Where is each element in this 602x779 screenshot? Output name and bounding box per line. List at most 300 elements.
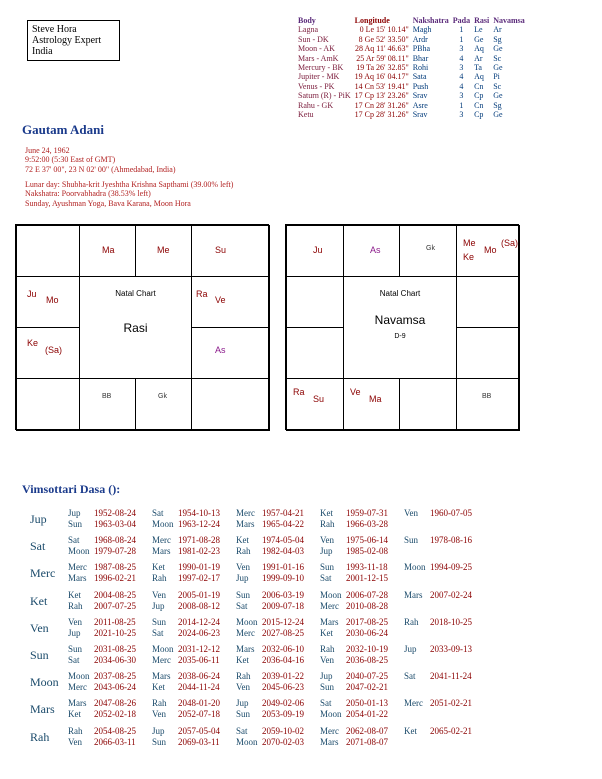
- antar-dasa-column: [68, 726, 136, 748]
- dasa-title: Vimsottari Dasa ():: [22, 482, 121, 496]
- planet-table-cell: 17 Cn 28' 31.26": [354, 100, 409, 110]
- antar-dasa-planet: Rah: [68, 725, 83, 736]
- antar-dasa-column: [404, 698, 472, 709]
- label-bb: BB: [102, 393, 112, 400]
- antar-dasa-date: 2010-08-28: [346, 600, 388, 611]
- planet-table-cell: 3: [459, 110, 464, 120]
- planet-table-header: Rasi: [474, 16, 490, 25]
- antar-dasa-column: [236, 508, 304, 530]
- antar-dasa-column: [68, 508, 136, 530]
- antar-dasa-planet: Rah: [236, 546, 251, 557]
- antar-dasa-entry: [152, 535, 220, 546]
- antar-dasa-column: [68, 617, 136, 639]
- antar-dasa-entry: [68, 682, 136, 693]
- antar-dasa-entry: [320, 682, 388, 693]
- antar-dasa-column: [320, 508, 388, 530]
- antar-dasa-entry: [236, 644, 304, 655]
- antar-dasa-planet: Sun: [320, 562, 335, 573]
- planet-label-as: As: [215, 345, 226, 355]
- chart-title: Natal Chart: [379, 289, 421, 298]
- label-gk: Gk: [426, 245, 435, 252]
- antar-dasa-column: [236, 617, 304, 639]
- antar-dasa-entry: [236, 671, 304, 682]
- antar-dasa-planet: Ven: [236, 682, 250, 693]
- planet-table-cell: Lagna: [298, 25, 318, 35]
- antar-dasa-planet: Ket: [236, 655, 249, 665]
- house-cell: [135, 378, 192, 431]
- antar-dasa-entry: [320, 628, 388, 639]
- yoga-karana: Sunday, Ayushman Yoga, Bava Karana, Moon Hora: [25, 198, 191, 208]
- antar-dasa-entry: [68, 562, 136, 573]
- planet-table-cell: Moon - AK: [298, 44, 335, 54]
- antar-dasa-date: 1963-12-24: [178, 519, 220, 529]
- antar-dasa-date: 2052-07-18: [178, 709, 220, 720]
- antar-dasa-date: 2059-10-02: [262, 725, 304, 736]
- antar-dasa-date: 2015-12-24: [262, 616, 304, 627]
- antar-dasa-planet: Ket: [320, 627, 333, 638]
- maha-dasa-label: Ven: [30, 620, 49, 635]
- antar-dasa-planet: Ket: [152, 562, 165, 573]
- antar-dasa-planet: Merc: [68, 682, 87, 693]
- planet-label-ra: Ra: [293, 387, 305, 397]
- chart-name: Navamsa: [374, 313, 426, 327]
- planet-table-cell: 17 Cp 13' 23.26": [354, 91, 409, 101]
- antar-dasa-planet: Rah: [320, 644, 335, 654]
- antar-dasa-entry: [236, 709, 304, 720]
- chart-center: [343, 276, 457, 379]
- antar-dasa-column: [152, 535, 220, 557]
- antar-dasa-planet: Sat: [68, 655, 80, 665]
- antar-dasa-entry: [320, 617, 388, 628]
- antar-dasa-date: 2047-08-26: [94, 698, 136, 709]
- planet-label-sa: (Sa): [501, 238, 519, 248]
- planet-table-cell: Pi: [493, 72, 500, 82]
- antar-dasa-planet: Rah: [236, 671, 251, 682]
- antar-dasa-planet: Mars: [152, 671, 171, 682]
- table-row: [298, 54, 529, 63]
- planet-table-cell: Saturn (R) - PiK: [298, 91, 351, 101]
- antar-dasa-planet: Ven: [68, 616, 82, 627]
- planet-label-me: Me: [157, 245, 170, 255]
- navamsa-chart: [285, 224, 519, 430]
- antar-dasa-entry: [236, 737, 304, 748]
- antar-dasa-planet: Merc: [236, 508, 255, 518]
- maha-dasa-label: Sat: [30, 539, 46, 554]
- house-cell: [16, 225, 80, 277]
- table-row: [298, 91, 529, 100]
- lunar-day: Lunar day: Shubha-krit Jyeshtha Krishna Sapthami (39.00% left): [25, 180, 234, 189]
- antar-dasa-planet: Mars: [404, 589, 423, 600]
- chart-subtitle: D-9: [394, 333, 406, 340]
- nakshatra: Nakshatra: Poorvabhadra (38.53% left): [25, 189, 151, 199]
- antar-dasa-date: 2027-08-25: [262, 627, 304, 638]
- antar-dasa-entry: [68, 698, 136, 709]
- antar-dasa-entry: [320, 737, 388, 748]
- antar-dasa-date: 1990-01-19: [178, 562, 220, 573]
- planet-table-header: Nakshatra: [412, 16, 449, 25]
- antar-dasa-date: 2070-02-03: [262, 736, 304, 747]
- antar-dasa-entry: [404, 644, 472, 655]
- antar-dasa-planet: Mars: [320, 616, 339, 627]
- antar-dasa-date: 2017-08-25: [346, 616, 388, 627]
- planet-table-cell: 3: [459, 63, 464, 73]
- antar-dasa-planet: Moon: [68, 546, 90, 557]
- rasi-chart: [15, 224, 269, 430]
- author-location: India: [32, 46, 53, 57]
- planet-table-cell: 17 Cp 28' 31.26": [354, 110, 409, 120]
- antar-dasa-entry: [320, 655, 388, 666]
- antar-dasa-planet: Sun: [236, 709, 251, 720]
- planet-table-cell: Cn: [474, 81, 484, 91]
- antar-dasa-entry: [152, 671, 220, 682]
- antar-dasa-entry: [236, 601, 304, 612]
- antar-dasa-entry: [152, 590, 220, 601]
- planet-table-cell: Sg: [493, 34, 502, 44]
- antar-dasa-column: [152, 644, 220, 666]
- antar-dasa-planet: Sat: [320, 698, 332, 709]
- planet-table-cell: Ta: [474, 63, 482, 73]
- antar-dasa-planet: Sat: [68, 535, 80, 546]
- panchang-details: [25, 180, 233, 208]
- planet-table-cell: Cp: [474, 110, 484, 120]
- antar-dasa-planet: Jup: [152, 600, 165, 611]
- antar-dasa-planet: Moon: [320, 589, 342, 600]
- antar-dasa-entry: [152, 508, 220, 519]
- antar-dasa-date: 2054-01-22: [346, 709, 388, 720]
- antar-dasa-entry: [236, 508, 304, 519]
- antar-dasa-entry: [320, 726, 388, 737]
- antar-dasa-date: 1982-04-03: [262, 546, 304, 557]
- planet-positions-table: [298, 16, 529, 119]
- planet-table-cell: Aq: [474, 44, 484, 54]
- maha-dasa-label: Rah: [30, 729, 50, 744]
- maha-dasa-label: Merc: [30, 566, 56, 581]
- antar-dasa-date: 1979-07-28: [94, 546, 136, 557]
- antar-dasa-column: [68, 671, 136, 693]
- antar-dasa-date: 2007-07-25: [94, 600, 136, 611]
- antar-dasa-planet: Sun: [404, 535, 419, 546]
- antar-dasa-entry: [404, 562, 472, 573]
- table-row: [298, 44, 529, 53]
- antar-dasa-date: 1994-09-25: [430, 562, 472, 573]
- antar-dasa-date: 1959-07-31: [346, 508, 388, 518]
- antar-dasa-entry: [68, 508, 136, 519]
- antar-dasa-date: 1974-05-04: [262, 535, 304, 546]
- planet-table-cell: 14 Cn 53' 19.41": [354, 81, 409, 91]
- house-cell: [286, 327, 344, 379]
- antar-dasa-entry: [68, 546, 136, 557]
- antar-dasa-planet: Ven: [320, 535, 334, 546]
- planet-table-cell: Magh: [412, 25, 432, 35]
- antar-dasa-planet: Jup: [68, 627, 81, 638]
- antar-dasa-date: 2031-08-25: [94, 644, 136, 654]
- antar-dasa-column: [236, 590, 304, 612]
- antar-dasa-date: 2024-06-23: [178, 627, 220, 638]
- antar-dasa-entry: [320, 698, 388, 709]
- antar-dasa-planet: Merc: [320, 725, 339, 736]
- antar-dasa-column: [320, 671, 388, 693]
- antar-dasa-planet: Moon: [236, 736, 258, 747]
- planet-label-ke: Ke: [27, 338, 39, 348]
- antar-dasa-entry: [236, 573, 304, 584]
- house-cell: [79, 378, 136, 431]
- antar-dasa-column: [320, 726, 388, 748]
- planet-table-cell: Sata: [412, 72, 427, 82]
- planet-table-cell: Cn: [474, 100, 484, 110]
- author-name: Steve Hora: [32, 24, 77, 35]
- planet-label-ma: Ma: [102, 245, 115, 255]
- antar-dasa-date: 1996-02-21: [94, 573, 136, 584]
- antar-dasa-entry: [404, 617, 472, 628]
- maha-dasa-label: Jup: [30, 512, 47, 526]
- maha-dasa-label: Moon: [30, 675, 59, 690]
- planet-table-cell: Rohi: [412, 63, 429, 73]
- planet-table-cell: 4: [459, 72, 464, 82]
- planet-label-su: Su: [215, 245, 227, 255]
- antar-dasa-column: [404, 562, 472, 573]
- antar-dasa-planet: Jup: [320, 671, 333, 682]
- antar-dasa-entry: [320, 644, 388, 655]
- antar-dasa-planet: Jup: [404, 644, 417, 654]
- antar-dasa-planet: Sun: [320, 682, 335, 693]
- antar-dasa-entry: [152, 682, 220, 693]
- planet-table-cell: Rahu - GK: [298, 100, 334, 110]
- planet-label-ke: Ke: [463, 252, 475, 262]
- antar-dasa-column: [320, 698, 388, 720]
- planet-table-header: Navamsa: [493, 16, 525, 25]
- house-cell: [191, 378, 270, 431]
- antar-dasa-column: [404, 535, 472, 546]
- birth-details: [25, 146, 176, 174]
- antar-dasa-date: 2052-02-18: [94, 709, 136, 720]
- antar-dasa-column: [320, 535, 388, 557]
- antar-dasa-date: 2009-07-18: [262, 600, 304, 611]
- antar-dasa-entry: [68, 644, 136, 655]
- antar-dasa-planet: Mars: [68, 573, 87, 584]
- antar-dasa-entry: [152, 617, 220, 628]
- antar-dasa-date: 2035-06-11: [178, 655, 220, 665]
- antar-dasa-planet: Rah: [152, 573, 167, 584]
- antar-dasa-date: 2041-11-24: [430, 671, 472, 682]
- antar-dasa-planet: Ven: [152, 709, 166, 720]
- planet-label-sa: (Sa): [45, 345, 63, 355]
- antar-dasa-planet: Merc: [236, 627, 255, 638]
- table-row: [298, 82, 529, 91]
- antar-dasa-column: [320, 590, 388, 612]
- antar-dasa-planet: Merc: [320, 600, 339, 611]
- planet-label-ju: Ju: [313, 245, 323, 255]
- antar-dasa-column: [320, 562, 388, 584]
- antar-dasa-date: 1993-11-18: [346, 562, 388, 573]
- antar-dasa-entry: [236, 546, 304, 557]
- antar-dasa-column: [152, 698, 220, 720]
- planet-table-cell: Sc: [493, 81, 502, 91]
- antar-dasa-entry: [152, 698, 220, 709]
- planet-table-cell: Sg: [493, 100, 502, 110]
- antar-dasa-date: 1985-02-08: [346, 546, 388, 557]
- antar-dasa-planet: Moon: [152, 519, 174, 529]
- antar-dasa-entry: [236, 698, 304, 709]
- antar-dasa-column: [152, 671, 220, 693]
- antar-dasa-column: [236, 671, 304, 693]
- antar-dasa-date: 2050-01-13: [346, 698, 388, 709]
- antar-dasa-entry: [68, 726, 136, 737]
- antar-dasa-planet: Mars: [68, 698, 87, 709]
- maha-dasa-label: Mars: [30, 702, 55, 717]
- antar-dasa-column: [320, 617, 388, 639]
- antar-dasa-column: [152, 508, 220, 530]
- house-cell: [456, 378, 520, 431]
- planet-table-cell: Mercury - BK: [298, 63, 344, 73]
- antar-dasa-date: 2057-05-04: [178, 725, 220, 736]
- table-row: [298, 63, 529, 72]
- antar-dasa-date: 1991-01-16: [262, 562, 304, 573]
- antar-dasa-date: 2047-02-21: [346, 682, 388, 693]
- antar-dasa-date: 1971-08-28: [178, 535, 220, 546]
- table-row: [298, 35, 529, 44]
- house-cell: [286, 276, 344, 328]
- antar-dasa-date: 2071-08-07: [346, 736, 388, 747]
- antar-dasa-entry: [68, 709, 136, 720]
- antar-dasa-entry: [236, 590, 304, 601]
- antar-dasa-planet: Sat: [236, 725, 248, 736]
- planet-table-cell: 19 Aq 16' 04.17": [354, 72, 409, 82]
- planet-table-cell: 1: [459, 25, 464, 35]
- antar-dasa-column: [68, 590, 136, 612]
- antar-dasa-date: 2018-10-25: [430, 616, 472, 627]
- antar-dasa-date: 2043-06-24: [94, 682, 136, 693]
- antar-dasa-planet: Rah: [404, 616, 419, 627]
- author-box: [27, 20, 120, 61]
- planet-table-cell: Bhar: [412, 53, 429, 63]
- maha-dasa-label: Sun: [30, 648, 49, 662]
- antar-dasa-date: 2037-08-25: [94, 671, 136, 682]
- house-cell: [16, 378, 80, 431]
- antar-dasa-date: 2007-02-24: [430, 589, 472, 600]
- antar-dasa-entry: [320, 709, 388, 720]
- planet-table-cell: Srav: [412, 110, 428, 120]
- planet-label-mo: Mo: [484, 245, 497, 255]
- antar-dasa-column: [404, 671, 472, 682]
- antar-dasa-entry: [68, 573, 136, 584]
- antar-dasa-planet: Jup: [236, 573, 249, 584]
- antar-dasa-entry: [152, 546, 220, 557]
- antar-dasa-column: [320, 644, 388, 666]
- antar-dasa-date: 2034-06-30: [94, 655, 136, 665]
- antar-dasa-entry: [320, 562, 388, 573]
- planet-table-cell: Push: [412, 81, 429, 91]
- antar-dasa-planet: Mars: [236, 519, 255, 529]
- antar-dasa-entry: [152, 573, 220, 584]
- antar-dasa-column: [68, 644, 136, 666]
- antar-dasa-date: 1981-02-23: [178, 546, 220, 557]
- antar-dasa-planet: Moon: [152, 644, 174, 654]
- antar-dasa-date: 1954-10-13: [178, 508, 220, 518]
- antar-dasa-planet: Sat: [152, 627, 164, 638]
- antar-dasa-date: 2054-08-25: [94, 725, 136, 736]
- antar-dasa-column: [152, 726, 220, 748]
- antar-dasa-entry: [404, 698, 472, 709]
- antar-dasa-entry: [236, 562, 304, 573]
- antar-dasa-planet: Ket: [236, 535, 249, 546]
- antar-dasa-entry: [152, 644, 220, 655]
- antar-dasa-planet: Moon: [404, 562, 426, 573]
- antar-dasa-column: [236, 698, 304, 720]
- chart-center: [79, 276, 192, 379]
- antar-dasa-date: 2036-08-25: [346, 655, 388, 665]
- antar-dasa-planet: Merc: [404, 698, 423, 709]
- antar-dasa-planet: Merc: [68, 562, 87, 573]
- antar-dasa-planet: Sun: [68, 644, 83, 654]
- antar-dasa-planet: Sat: [404, 671, 416, 682]
- planet-table-cell: Ge: [493, 91, 503, 101]
- antar-dasa-planet: Merc: [152, 535, 171, 546]
- native-name: Gautam Adani: [22, 122, 104, 137]
- antar-dasa-entry: [68, 590, 136, 601]
- planet-label-ju: Ju: [27, 289, 37, 299]
- antar-dasa-column: [68, 535, 136, 557]
- planet-table-cell: 4: [459, 53, 464, 63]
- planet-table-cell: Asre: [412, 100, 428, 110]
- planet-table-cell: Ar: [493, 25, 502, 35]
- antar-dasa-planet: Sat: [152, 508, 164, 518]
- planet-table-cell: 8 Ge 52' 33.50": [358, 34, 409, 44]
- antar-dasa-date: 2006-03-19: [262, 589, 304, 600]
- planet-table-cell: PBha: [412, 44, 431, 54]
- antar-dasa-date: 2053-09-19: [262, 709, 304, 720]
- chart-title: Natal Chart: [115, 289, 156, 298]
- antar-dasa-date: 1978-08-16: [430, 535, 472, 546]
- antar-dasa-date: 2004-08-25: [94, 589, 136, 600]
- table-row: [298, 101, 529, 110]
- antar-dasa-entry: [68, 617, 136, 628]
- antar-dasa-entry: [68, 655, 136, 666]
- antar-dasa-entry: [236, 628, 304, 639]
- antar-dasa-entry: [236, 617, 304, 628]
- antar-dasa-date: 2044-11-24: [178, 682, 220, 693]
- planet-label-as: As: [370, 245, 381, 255]
- antar-dasa-planet: Jup: [236, 698, 249, 709]
- planet-table-cell: Ar: [474, 53, 483, 63]
- planet-table-cell: 25 Ar 59' 08.11": [356, 53, 409, 63]
- antar-dasa-planet: Mars: [152, 546, 171, 557]
- antar-dasa-date: 2069-03-11: [178, 736, 220, 747]
- birth-time: 9:52:00 (5:30 East of GMT): [25, 155, 116, 165]
- antar-dasa-planet: Mars: [320, 736, 339, 747]
- antar-dasa-entry: [320, 535, 388, 546]
- antar-dasa-date: 2001-12-15: [346, 573, 388, 584]
- planet-table-cell: 3: [459, 91, 464, 101]
- antar-dasa-entry: [152, 519, 220, 530]
- planet-table-cell: Ge: [474, 34, 484, 44]
- antar-dasa-date: 2049-02-06: [262, 698, 304, 709]
- antar-dasa-planet: Sun: [236, 589, 251, 600]
- antar-dasa-planet: Ket: [404, 725, 417, 736]
- antar-dasa-planet: Ven: [404, 508, 418, 518]
- antar-dasa-column: [236, 726, 304, 748]
- antar-dasa-planet: Sun: [152, 736, 167, 747]
- house-cell: [286, 378, 344, 431]
- antar-dasa-date: 2021-10-25: [94, 627, 136, 638]
- antar-dasa-planet: Jup: [320, 546, 333, 557]
- antar-dasa-planet: Ven: [236, 562, 250, 573]
- antar-dasa-column: [236, 644, 304, 666]
- antar-dasa-date: 2066-03-11: [94, 736, 136, 747]
- house-cell: [399, 378, 457, 431]
- antar-dasa-entry: [152, 726, 220, 737]
- house-cell: [191, 276, 270, 328]
- antar-dasa-entry: [68, 519, 136, 530]
